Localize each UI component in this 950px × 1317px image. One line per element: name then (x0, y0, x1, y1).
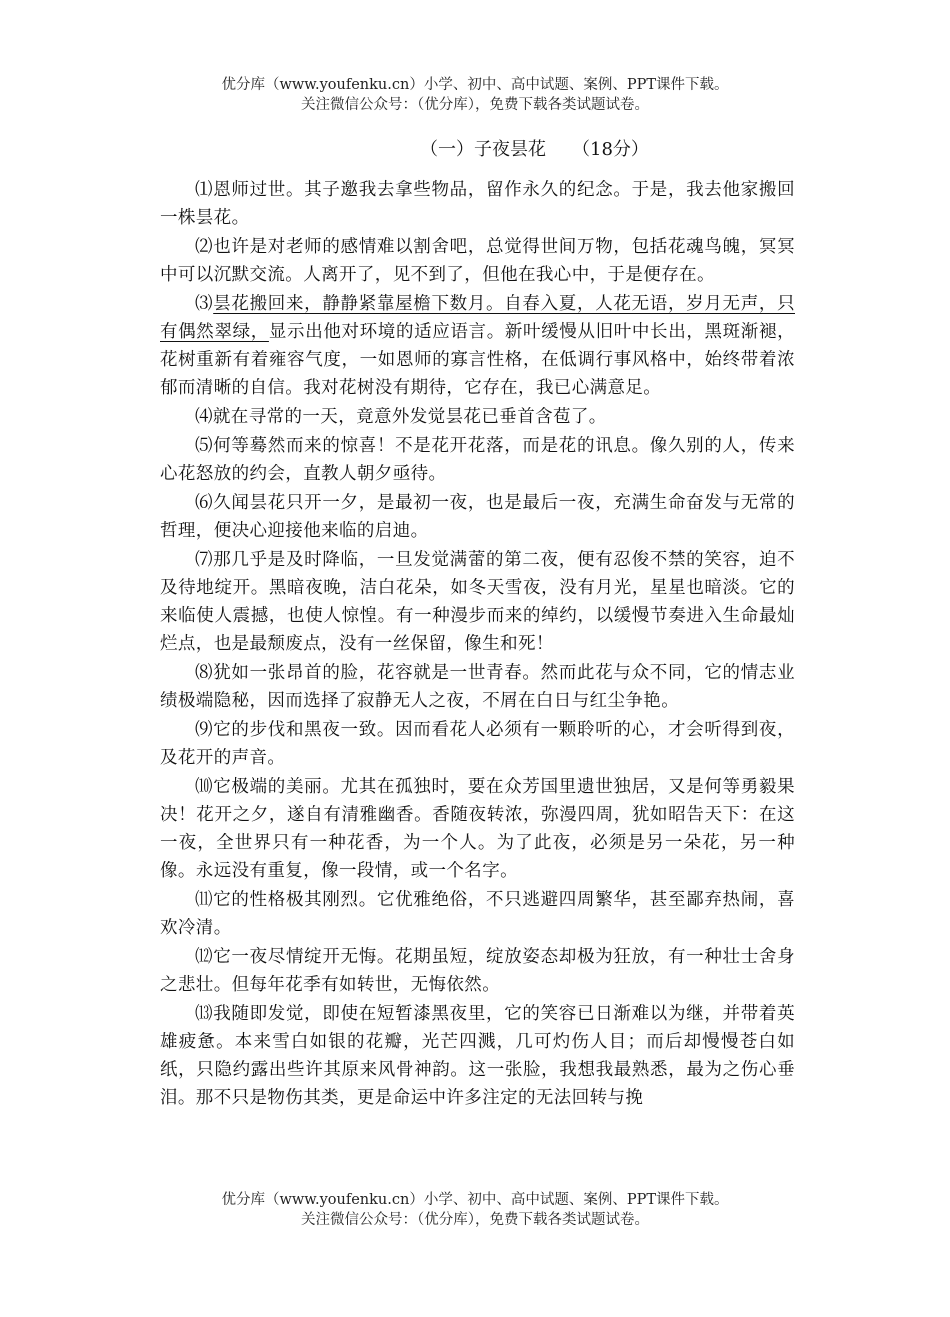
paragraph-number: ⑾ (195, 890, 214, 910)
paragraph-text: 就在寻常的一天，竟意外发觉昙花已垂首含苞了。 (212, 407, 607, 427)
paragraph-3 (160, 290, 795, 402)
paragraph-text: 它极端的美丽。尤其在孤独时，要在众芳国里遗世独居，又是何等勇毅果决！花开之夕，遂自有清雅幽香。香随夜转浓，弥漫四周，犹如昭告天下：在这一夜，全世界只有一种花香，为一个人。为了此夜，必须是另一朵花，另一种像。永远没有重复，像一段情，或一个名字。 (160, 777, 795, 881)
article-title (420, 138, 649, 162)
paragraph-number: ⑻ (195, 663, 214, 683)
paragraph-text: 它一夜尽情绽开无悔。花期虽短，绽放姿态却极为狂放，有一种壮士舍身之悲壮。但每年花季有如转世，无悔依然。 (160, 947, 795, 995)
paragraph-1 (160, 176, 795, 232)
paragraph-11 (160, 886, 795, 942)
header-line-2: 关注微信公众号：（优分库），免费下载各类试题试卷。 (301, 97, 649, 113)
title-score: （18分） (572, 139, 649, 160)
paragraph-text: 我随即发觉，即使在短暂漆黑夜里，它的笑容已日渐难以为继，并带着英雄疲惫。本来雪白如银的花瓣，光芒四溅，几可灼伤人目；而后却慢慢苍白如纸，只隐约露出些许其原来风骨神韵。这一张脸，我想我最熟悉，最为之伤心垂泪。那不只是物伤其类，更是命运中许多注定的无法回转与挽 (160, 1004, 795, 1108)
paragraph-number: ⑸ (195, 436, 214, 456)
paragraph-number: ⑿ (195, 947, 214, 967)
paragraph-text: 那几乎是及时降临，一旦发觉满蕾的第二夜，便有忍俊不禁的笑容，迫不及待地绽开。黑暗夜晚，洁白花朵，如冬天雪夜，没有月光，星星也暗淡。它的来临使人震撼，也使人惊惶。有一种漫步而来的绰约，以缓慢节奏进入生命最灿烂点，也是最颓废点，没有一丝保留，像生和死！ (160, 550, 795, 654)
paragraph-text: 也许是对老师的感情难以割舍吧，总觉得世间万物，包括花魂鸟魄，冥冥中可以沉默交流。人离开了，见不到了，但他在我心中，于是便存在。 (160, 237, 795, 285)
paragraph-8 (160, 659, 795, 715)
paragraph-4 (160, 403, 795, 431)
paragraph-13 (160, 1000, 795, 1112)
paragraph-text: 犹如一张昂首的脸，花容就是一世青春。然而此花与众不同，它的情志业绩极端隐秘，因而选择了寂静无人之夜，不屑在白日与红尘争艳。 (160, 663, 795, 711)
paragraph-text: 久闻昙花只开一夕，是最初一夜，也是最后一夜，充满生命奋发与无常的哲理，便决心迎接他来临的启迪。 (160, 493, 795, 541)
paragraph-text: 显示出他对环境的适应语言。新叶缓慢从旧叶中长出，黑斑渐褪，花树重新有着雍容气度，一如恩师的寡言性格，在低调行事风格中，始终带着浓郁而清晰的自信。我对花树没有期待，它存在，我已心满意足。 (160, 322, 795, 398)
paragraph-number: ⑽ (195, 777, 214, 797)
paragraph-number: ⑶ (195, 294, 214, 314)
paragraph-number: ⑺ (195, 550, 214, 570)
paragraph-2 (160, 233, 795, 289)
paragraph-10 (160, 773, 795, 885)
paragraph-7 (160, 546, 795, 658)
paragraph-text: 何等蓦然而来的惊喜！不是花开花落，而是花的讯息。像久别的人，传来心花怒放的约会，直教人朝夕亟待。 (160, 436, 795, 484)
header-line-1: 优分库（www.youfenku.cn）小学、初中、高中试题、案例、PPT课件下载。 (221, 77, 729, 93)
paragraph-text: 它的性格极其刚烈。它优雅绝俗，不只逃避四周繁华，甚至鄙弃热闹，喜欢冷清。 (160, 890, 795, 938)
paragraph-5 (160, 432, 795, 488)
paragraph-number: ⒀ (195, 1004, 214, 1024)
paragraph-12 (160, 943, 795, 999)
paragraph-6 (160, 489, 795, 545)
article-body (160, 176, 795, 1113)
paragraph-number: ⑼ (195, 720, 214, 740)
page-footer-banner (0, 1190, 950, 1230)
paragraph-number: ⑷ (195, 407, 213, 427)
footer-line-1: 优分库（www.youfenku.cn）小学、初中、高中试题、案例、PPT课件下载。 (221, 1192, 729, 1208)
paragraph-number: ⑴ (195, 180, 214, 200)
paragraph-number: ⑵ (195, 237, 214, 257)
paragraph-number: ⑹ (195, 493, 214, 513)
page-header-banner (0, 75, 950, 115)
underlined-sentence: 昙花搬回来，静静紧靠屋檐下数月。自春入夏，人花无语，岁月无声，只有偶然翠绿， (160, 294, 795, 342)
footer-line-2: 关注微信公众号：（优分库），免费下载各类试题试卷。 (301, 1212, 649, 1228)
paragraph-text: 它的步伐和黑夜一致。因而看花人必须有一颗聆听的心，才会听得到夜，及花开的声音。 (160, 720, 795, 768)
paragraph-text: 恩师过世。其子邀我去拿些物品，留作永久的纪念。于是，我去他家搬回一株昙花。 (160, 180, 795, 228)
title-text: （一）子夜昙花 (420, 139, 546, 160)
paragraph-9 (160, 716, 795, 772)
